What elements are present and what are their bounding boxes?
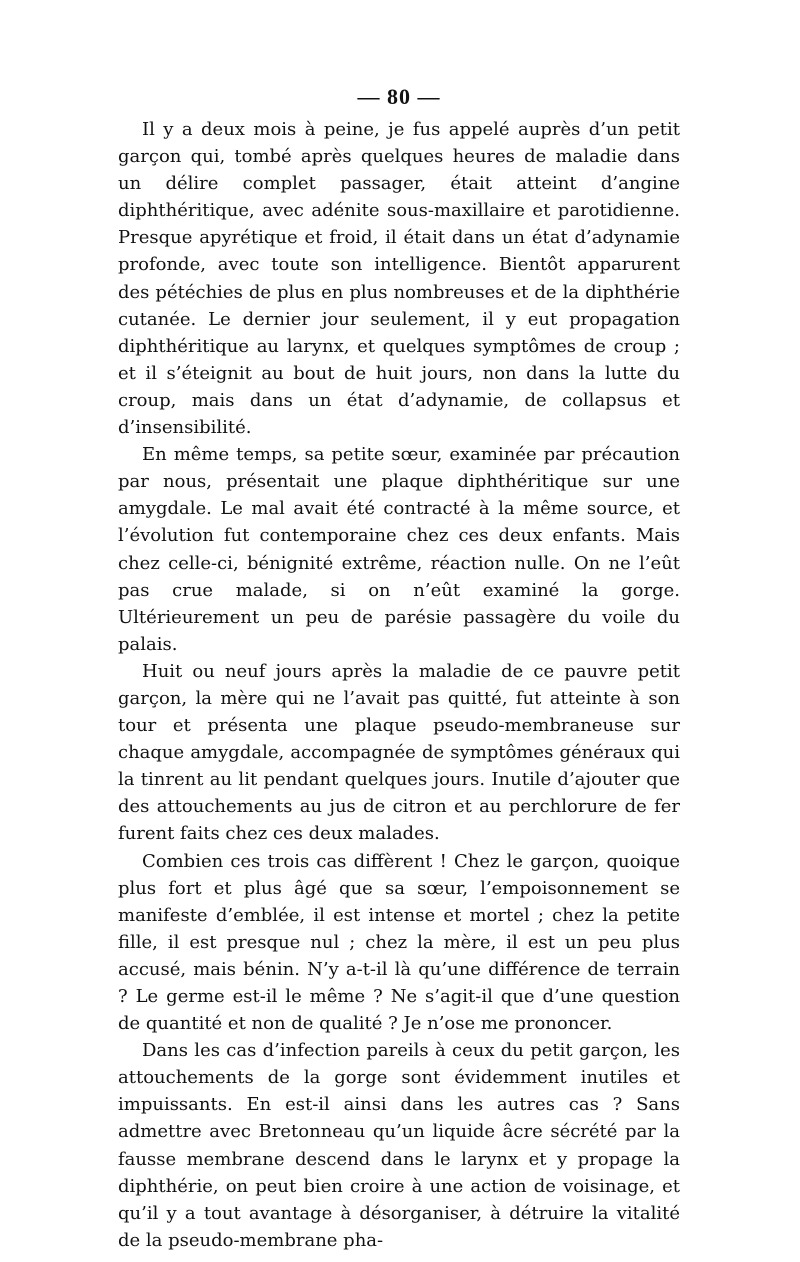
paragraph-1: Il y a deux mois à peine, je fus appelé auprès d’un petit garçon qui, tombé après quelques heures de maladie dans un délire complet passager, était atteint d’angine diphthéritique, avec adénite sous-maxillaire et parotidienne. Presque apyrétique et froid, il était dans un état d’adynamie profonde, avec toute son intelligence. Bientôt apparurent des pétéchies de plus en plus nombreuses et de la diphthérie cutanée. Le dernier jour seulement, il y eut propagation diphthéritique au larynx, et quelques symptômes de croup ; et il s’éteignit au bout de huit jours, non dans la lutte du croup, mais dans un état d’adynamie, de collapsus et d’insensibilité.: [118, 119, 680, 439]
paragraph-3: Huit ou neuf jours après la maladie de ce pauvre petit garçon, la mère qui ne l’avait pas quitté, fut atteinte à son tour et présenta une plaque pseudo-membraneuse sur chaque amygdale, accompagnée de symptômes généraux qui la tinrent au lit pendant quelques jours. Inutile d’ajouter que des attouchements au jus de citron et au perchlorure de fer furent faits chez ces deux malades.: [118, 660, 680, 845]
page-number: — 80 —: [357, 84, 441, 109]
book-page: [118, 82, 680, 1254]
paragraph-2: En même temps, sa petite sœur, examinée par précaution par nous, présentait une plaque diphthéritique sur une amygdale. Le mal avait été contracté à la même source, et l’évolution fut contemporaine chez ces deux enfants. Mais chez celle-ci, bénignité extrême, réaction nulle. On ne l’eût pas crue malade, si on n’eût examiné la gorge. Ultérieurement un peu de parésie passagère du voile du palais.: [118, 444, 680, 655]
paragraph-4: Combien ces trois cas diffèrent ! Chez le garçon, quoique plus fort et plus âgé que sa sœur, l’empoisonnement se manifeste d’emblée, il est intense et mortel ; chez la petite fille, il est presque nul ; chez la mère, il est un peu plus accusé, mais bénin. N’y a-t-il là qu’une différence de terrain ? Le germe est-il le même ? Ne s’agit-il que d’une question de quantité et non de qualité ? Je n’ose me prononcer.: [118, 850, 680, 1035]
paragraph-5: Dans les cas d’infection pareils à ceux du petit garçon, les attouchements de la gorge sont évidemment inutiles et impuissants. En est-il ainsi dans les autres cas ? Sans admettre avec Bretonneau qu’un liquide âcre sécrété par la fausse membrane descend dans le larynx et y propage la diphthérie, on peut bien croire à une action de voisinage, et qu’il y a tout avantage à désorganiser, à détruire la vitalité de la pseudo-membrane pha-: [118, 1040, 680, 1251]
